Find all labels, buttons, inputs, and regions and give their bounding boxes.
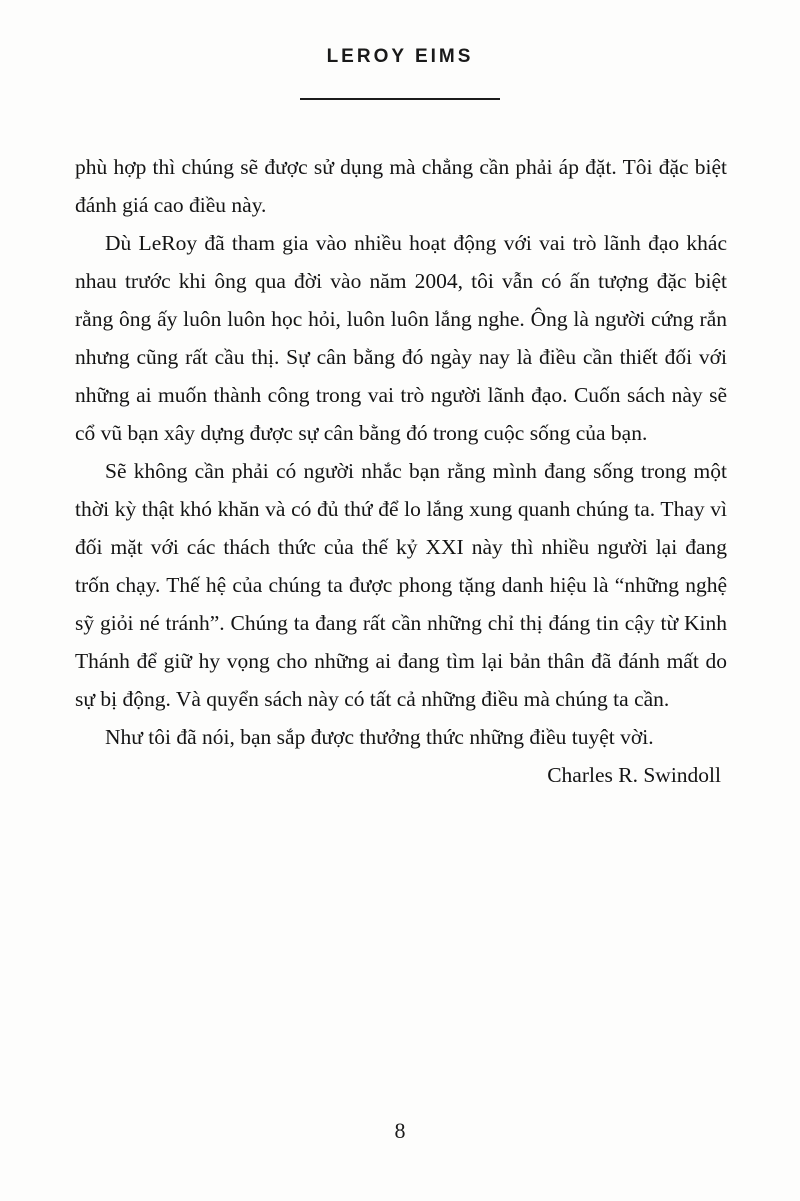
paragraph: phù hợp thì chúng sẽ được sử dụng mà chẳng cần phải áp đặt. Tôi đặc biệt đánh giá cao điều này. <box>75 155 727 217</box>
page-number: 8 <box>394 1118 406 1143</box>
running-head-author: LEROY EIMS <box>326 46 474 67</box>
paragraph: Sẽ không cần phải có người nhắc bạn rằng mình đang sống trong một thời kỳ thật khó khăn và có đủ thứ để lo lắng xung quanh chúng ta. Thay vì đối mặt với các thách thức của thế kỷ XXI này thì nhiều người lại đang trốn chạy. Thế hệ của chúng ta được phong tặng danh hiệu là “những nghệ sỹ giỏi né tránh”. Chúng ta đang rất cần những chỉ thị đáng tin cậy từ Kinh Thánh để giữ hy vọng cho những ai đang tìm lại bản thân đã đánh mất do sự bị động. Và quyển sách này có tất cả những điều mà chúng ta cần. <box>75 459 727 711</box>
signature-attribution: Charles R. Swindoll <box>547 763 721 787</box>
header-rule <box>300 98 500 100</box>
paragraph: Như tôi đã nói, bạn sắp được thưởng thức những điều tuyệt vời. <box>105 725 654 749</box>
page-body-text <box>75 148 727 794</box>
paragraph: Dù LeRoy đã tham gia vào nhiều hoạt động với vai trò lãnh đạo khác nhau trước khi ông qua đời vào năm 2004, tôi vẫn có ấn tượng đặc biệt rằng ông ấy luôn luôn học hỏi, luôn luôn lắng nghe. Ông là người cứng rắn nhưng cũng rất cầu thị. Sự cân bằng đó ngày nay là điều cần thiết đối với những ai muốn thành công trong vai trò người lãnh đạo. Cuốn sách này sẽ cổ vũ bạn xây dựng được sự cân bằng đó trong cuộc sống của bạn. <box>75 231 727 445</box>
